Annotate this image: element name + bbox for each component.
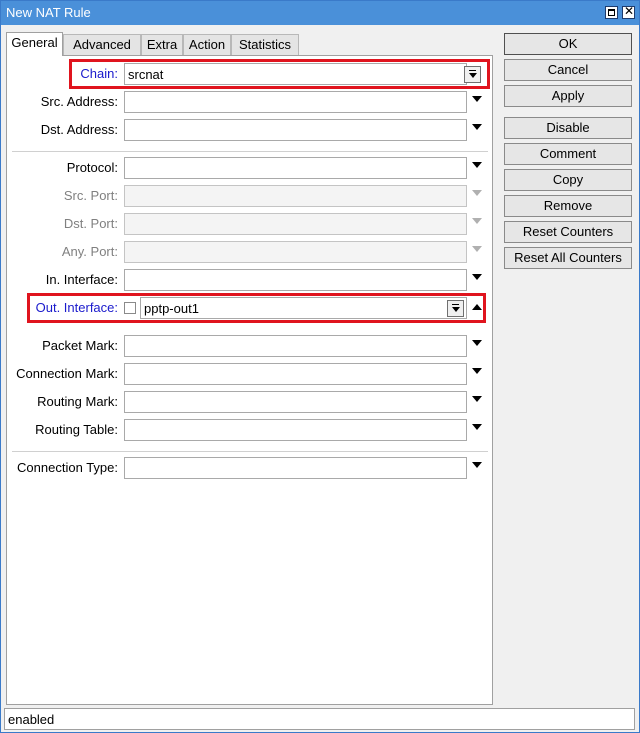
reset-counters-button[interactable]: Reset Counters <box>504 221 632 243</box>
dst-address-field[interactable] <box>124 119 467 141</box>
cancel-button[interactable]: Cancel <box>504 59 632 81</box>
copy-button[interactable]: Copy <box>504 169 632 191</box>
connection-mark-dropdown-icon[interactable] <box>472 368 482 374</box>
apply-button[interactable]: Apply <box>504 85 632 107</box>
window-title: New NAT Rule <box>6 5 91 20</box>
protocol-dropdown-icon[interactable] <box>472 162 482 168</box>
routing-mark-dropdown-icon[interactable] <box>472 396 482 402</box>
connection-type-dropdown-icon[interactable] <box>472 462 482 468</box>
separator <box>12 151 488 152</box>
ok-button[interactable]: OK <box>504 33 632 55</box>
tab-statistics[interactable]: Statistics <box>231 34 299 55</box>
routing-table-field[interactable] <box>124 419 467 441</box>
routing-table-label: Routing Table: <box>35 422 118 437</box>
dst-address-dropdown-icon[interactable] <box>472 124 482 130</box>
chain-value: srcnat <box>128 67 164 82</box>
chain-highlight <box>69 59 490 89</box>
dst-port-dropdown-icon <box>472 218 482 224</box>
packet-mark-row <box>7 335 492 357</box>
dst-port-label: Dst. Port: <box>63 216 118 231</box>
routing-mark-field[interactable] <box>124 391 467 413</box>
remove-button[interactable]: Remove <box>504 195 632 217</box>
routing-mark-label: Routing Mark: <box>37 394 118 409</box>
disable-button[interactable]: Disable <box>504 117 632 139</box>
protocol-row <box>7 157 492 179</box>
out-interface-label: Out. Interface: <box>35 300 118 315</box>
titlebar[interactable] <box>1 1 639 25</box>
separator <box>12 451 488 452</box>
src-address-field[interactable] <box>124 91 467 113</box>
src-port-field <box>124 185 467 207</box>
general-panel <box>6 55 493 705</box>
out-interface-value: pptp-out1 <box>144 301 199 316</box>
src-address-label: Src. Address: <box>40 94 118 109</box>
tab-action[interactable]: Action <box>183 34 231 55</box>
src-port-row <box>7 185 492 207</box>
reset-all-counters-button[interactable]: Reset All Counters <box>504 247 632 269</box>
any-port-row <box>7 241 492 263</box>
dst-address-row <box>7 119 492 141</box>
packet-mark-label: Packet Mark: <box>42 338 118 353</box>
protocol-label: Protocol: <box>66 160 118 175</box>
close-icon[interactable]: ✕ <box>623 4 635 18</box>
any-port-label: Any. Port: <box>61 244 118 259</box>
comment-button[interactable]: Comment <box>504 143 632 165</box>
dst-port-field <box>124 213 467 235</box>
packet-mark-field[interactable] <box>124 335 467 357</box>
connection-mark-field[interactable] <box>124 363 467 385</box>
dst-port-row <box>7 213 492 235</box>
any-port-field <box>124 241 467 263</box>
src-port-dropdown-icon <box>472 190 482 196</box>
any-port-dropdown-icon <box>472 246 482 252</box>
dst-address-label: Dst. Address: <box>40 122 118 137</box>
src-address-row <box>7 91 492 113</box>
connection-mark-row <box>7 363 492 385</box>
connection-type-row <box>7 457 492 479</box>
connection-mark-label: Connection Mark: <box>16 366 118 381</box>
status-bar <box>4 708 635 730</box>
routing-table-dropdown-icon[interactable] <box>472 424 482 430</box>
src-port-label: Src. Port: <box>63 188 118 203</box>
packet-mark-dropdown-icon[interactable] <box>472 340 482 346</box>
in-interface-row <box>7 269 492 291</box>
protocol-field[interactable] <box>124 157 467 179</box>
tab-extra[interactable]: Extra <box>141 34 183 55</box>
tab-advanced[interactable]: Advanced <box>63 34 141 55</box>
connection-type-label: Connection Type: <box>17 460 118 475</box>
routing-table-row <box>7 419 492 441</box>
in-interface-label: In. Interface: <box>45 272 118 287</box>
routing-mark-row <box>7 391 492 413</box>
chain-label: Chain: <box>80 66 118 81</box>
in-interface-field[interactable] <box>124 269 467 291</box>
out-interface-highlight <box>27 293 486 323</box>
maximize-icon[interactable] <box>605 6 618 19</box>
status-text: enabled <box>8 712 55 727</box>
in-interface-dropdown-icon[interactable] <box>472 274 482 280</box>
tab-general[interactable]: General <box>6 32 63 56</box>
connection-type-field[interactable] <box>124 457 467 479</box>
src-address-dropdown-icon[interactable] <box>472 96 482 102</box>
